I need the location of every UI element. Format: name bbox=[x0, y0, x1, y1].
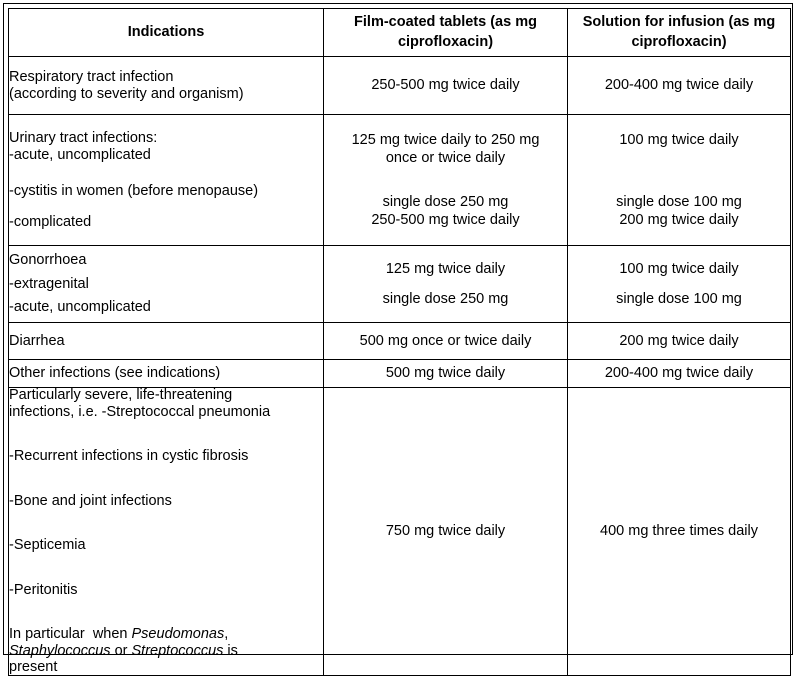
indication-cell-urinary bbox=[9, 115, 324, 246]
infusion-dose-diarrhea bbox=[568, 323, 791, 360]
table-row-urinary bbox=[9, 115, 791, 246]
indication-cell-gonorrhoea bbox=[9, 246, 324, 323]
indication-note-line: In particular when Pseudomonas, bbox=[9, 626, 229, 642]
table-row-other-infections bbox=[9, 360, 791, 388]
indication-line: Other infections (see indications) bbox=[9, 365, 221, 382]
infusion-dose-respiratory bbox=[568, 57, 791, 115]
column-header-solution-for-infusion bbox=[568, 9, 791, 57]
dose-line: 125 mg twice daily to 250 mg bbox=[351, 131, 540, 148]
tablets-dose-urinary bbox=[324, 115, 568, 246]
table-header-row bbox=[9, 9, 791, 57]
indication-note-line: Staphylococcus or Streptococcus is bbox=[9, 642, 238, 659]
header-line: Indications bbox=[127, 23, 205, 40]
ciprofloxacin-dosage-table bbox=[8, 8, 791, 676]
indication-cell-respiratory bbox=[9, 57, 324, 115]
header-line: ciprofloxacin) bbox=[397, 33, 494, 50]
indication-cell-other-infections bbox=[9, 360, 324, 388]
dose-line: once or twice daily bbox=[385, 149, 506, 166]
dose-line: 200 mg twice daily bbox=[619, 212, 739, 229]
dose-line: single dose 100 mg bbox=[616, 193, 742, 210]
dose-line: 400 mg three times daily bbox=[600, 523, 758, 540]
indication-line: Diarrhea bbox=[9, 332, 65, 349]
infusion-dose-gonorrhoea bbox=[568, 246, 791, 323]
dose-line: single dose 250 mg bbox=[382, 290, 509, 307]
column-header-film-coated-tablets bbox=[324, 9, 568, 57]
dose-line: 200-400 mg twice daily bbox=[604, 77, 754, 94]
dose-line: 100 mg twice daily bbox=[619, 261, 739, 278]
dose-line: 200 mg twice daily bbox=[619, 332, 739, 349]
indication-cell-severe-infections bbox=[9, 388, 324, 676]
dose-line: 250-500 mg twice daily bbox=[371, 212, 520, 229]
dose-line: 750 mg twice daily bbox=[385, 523, 506, 540]
table-row-severe-infections bbox=[9, 388, 791, 676]
infusion-dose-other-infections bbox=[568, 360, 791, 388]
tablets-dose-severe-infections bbox=[324, 388, 568, 676]
header-line: Film-coated tablets (as mg bbox=[354, 13, 537, 30]
indication-line: Urinary tract infections: bbox=[9, 130, 158, 146]
indication-line: -acute, uncomplicated bbox=[9, 299, 151, 316]
table-row-diarrhea bbox=[9, 323, 791, 360]
indication-line: Respiratory tract infection bbox=[9, 69, 174, 85]
dose-line: 125 mg twice daily bbox=[385, 261, 506, 278]
indication-line: -acute, uncomplicated bbox=[9, 146, 151, 163]
indication-note-line: present bbox=[9, 659, 58, 675]
indication-line: -Recurrent infections in cystic fibrosis bbox=[9, 448, 249, 464]
table-row-gonorrhoea bbox=[9, 246, 791, 323]
indication-line: -complicated bbox=[9, 213, 92, 230]
indication-line: (according to severity and organism) bbox=[9, 85, 244, 102]
header-line: (as mg ciprofloxacin) bbox=[631, 13, 776, 50]
indication-line: Gonorrhoea bbox=[9, 252, 87, 269]
indication-line: -extragenital bbox=[9, 275, 89, 292]
header-line: Solution for infusion bbox=[582, 13, 725, 30]
dose-line: 200-400 mg twice daily bbox=[604, 365, 754, 382]
indication-line: -Peritonitis bbox=[9, 581, 78, 598]
tablets-dose-other-infections bbox=[324, 360, 568, 388]
tablets-dose-gonorrhoea bbox=[324, 246, 568, 323]
tablets-dose-diarrhea bbox=[324, 323, 568, 360]
indication-line: -cystitis in women (before menopause) bbox=[9, 183, 259, 199]
indication-line: -Bone and joint infections bbox=[9, 492, 172, 509]
indication-line: infections, i.e. -Streptococcal pneumonia bbox=[9, 403, 271, 420]
tablets-dose-respiratory bbox=[324, 57, 568, 115]
dose-line: 500 mg once or twice daily bbox=[359, 332, 532, 349]
indication-cell-diarrhea bbox=[9, 323, 324, 360]
infusion-dose-severe-infections bbox=[568, 388, 791, 676]
column-header-indications bbox=[9, 9, 324, 57]
dose-line: 100 mg twice daily bbox=[619, 131, 739, 148]
dose-line: 250-500 mg twice daily bbox=[371, 77, 520, 94]
indication-line: -Septicemia bbox=[9, 537, 86, 553]
dose-line: single dose 100 mg bbox=[616, 290, 742, 307]
infusion-dose-urinary bbox=[568, 115, 791, 246]
dose-line: single dose 250 mg bbox=[382, 194, 509, 210]
table-row-respiratory bbox=[9, 57, 791, 115]
dose-line: 500 mg twice daily bbox=[385, 365, 506, 382]
indication-line: Particularly severe, life-threatening bbox=[9, 387, 233, 403]
